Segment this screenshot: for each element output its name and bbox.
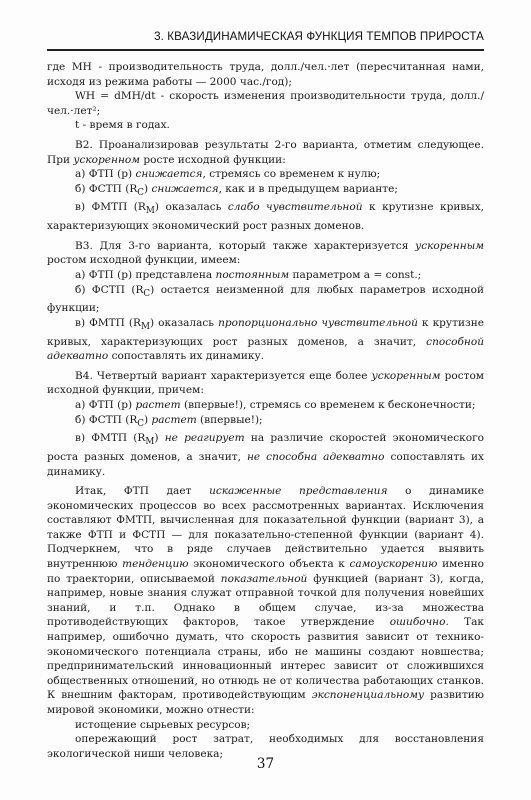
page-number: 37 xyxy=(256,756,275,772)
header-rule xyxy=(47,49,484,51)
paragraph-b2-item-a: а) ФТП (p) снижается, стремясь со временем к нулю; xyxy=(75,168,381,181)
list-item: истощение сырьевых ресурсов; xyxy=(75,718,251,731)
definition-t: t - время в годах. xyxy=(75,119,170,132)
page-body xyxy=(47,60,484,761)
paragraph-b3-item-a: а) ФТП (p) представлена постоянным параметром a = const.; xyxy=(75,268,422,281)
paragraph-b3-item-b: б) ФСТП $(R_C)$ остается неизменной для любых параметров исходной функции; xyxy=(47,283,484,315)
paragraph-b2-item-c: в) ФМТП $(R_M)$ оказалась слабо чувствительной к крутизне кривых, характеризующих экономический рост разных доменов. xyxy=(47,201,485,233)
definition-mh: где MH - производительность труда, долл./чел.·лет (пересчитанная нами, исходя из режима работы — 2000 час./год); xyxy=(47,61,484,88)
list-item: опережающий рост затрат, необходимых для восстановления экологической ниши человека; xyxy=(47,733,484,760)
definition-wh: WH = dMH/dt - скорость изменения производительности труда, долл./чел.·лет²; xyxy=(47,90,484,117)
running-header: 3. КВАЗИДИНАМИЧЕСКАЯ ФУНКЦИЯ ТЕМПОВ ПРИРОСТА xyxy=(154,30,484,43)
paragraph-conclusion: Итак, ФТП дает искаженные представления о динамике экономических процессов во всех рассмотренных вариантах. Исключения составляют ФМТП, вычисленная для показательной функции (вариант 3), а также ФТП и ФСТП — для показательно-степенной функции (вариант 4). Подчеркнем, что в ряде случаев действительно удается выявить внутреннюю тенденцию экономического объекта к самоускорению именно по траектории, описываемой показательной функцией (вариант 3), когда, например, новые знания служат отправной точкой для получения новейших знаний, и т.п. Однако в общем случае, из-за множества противодействующих факторов, такое утверждение ошибочно. Так например, ошибочно думать, что скорость развития зависит от технико-экономического потенциала страны, ибо не машины создают новшества; предпринимательский инновационный интерес зависит от сложившихся общественных отношений, но отнюдь не от количества работающих станков. К внешним факторам, противодействующим экспоненциальному развитию мировой экономики, можно отнести: xyxy=(47,485,484,716)
paragraph-b3-item-c: в) ФМТП $(R_M)$ оказалась пропорционально чувствительной к крутизне кривых, характеризующих рост разных доменов, а значит, способной адекватно сопоставлять их динамику. xyxy=(47,316,485,363)
paragraph-b4-item-c: в) ФМТП $(R_M)$ не реагирует на различие скоростей экономического роста разных доменов, а значит, не способна адекватно сопоставлять их динамику. xyxy=(47,432,484,478)
paragraph-b4-item-a: а) ФТП (p) растет (впервые!), стремясь со временем к бесконечности; xyxy=(75,398,476,411)
paragraph-b4-item-b: б) ФСТП $(R_C)$ растет (впервые!); xyxy=(75,413,263,429)
paragraph-b2-intro: В2. Проанализировав результаты 2-го варианта, отметим следующее. При ускоренном росте исходной функции: xyxy=(47,138,484,166)
paragraph-b4-intro: В4. Четвертый вариант характеризуется еще более ускоренным ростом исходной функции, причем: xyxy=(47,369,484,397)
paragraph-b3-intro: В3. Для 3-го варианта, который также характеризуется ускоренным ростом исходной функции, имеем: xyxy=(47,239,484,267)
paragraph-b2-item-b: б) ФСТП $(R_C)$ снижается, как и в предыдущем варианте; xyxy=(75,182,398,198)
